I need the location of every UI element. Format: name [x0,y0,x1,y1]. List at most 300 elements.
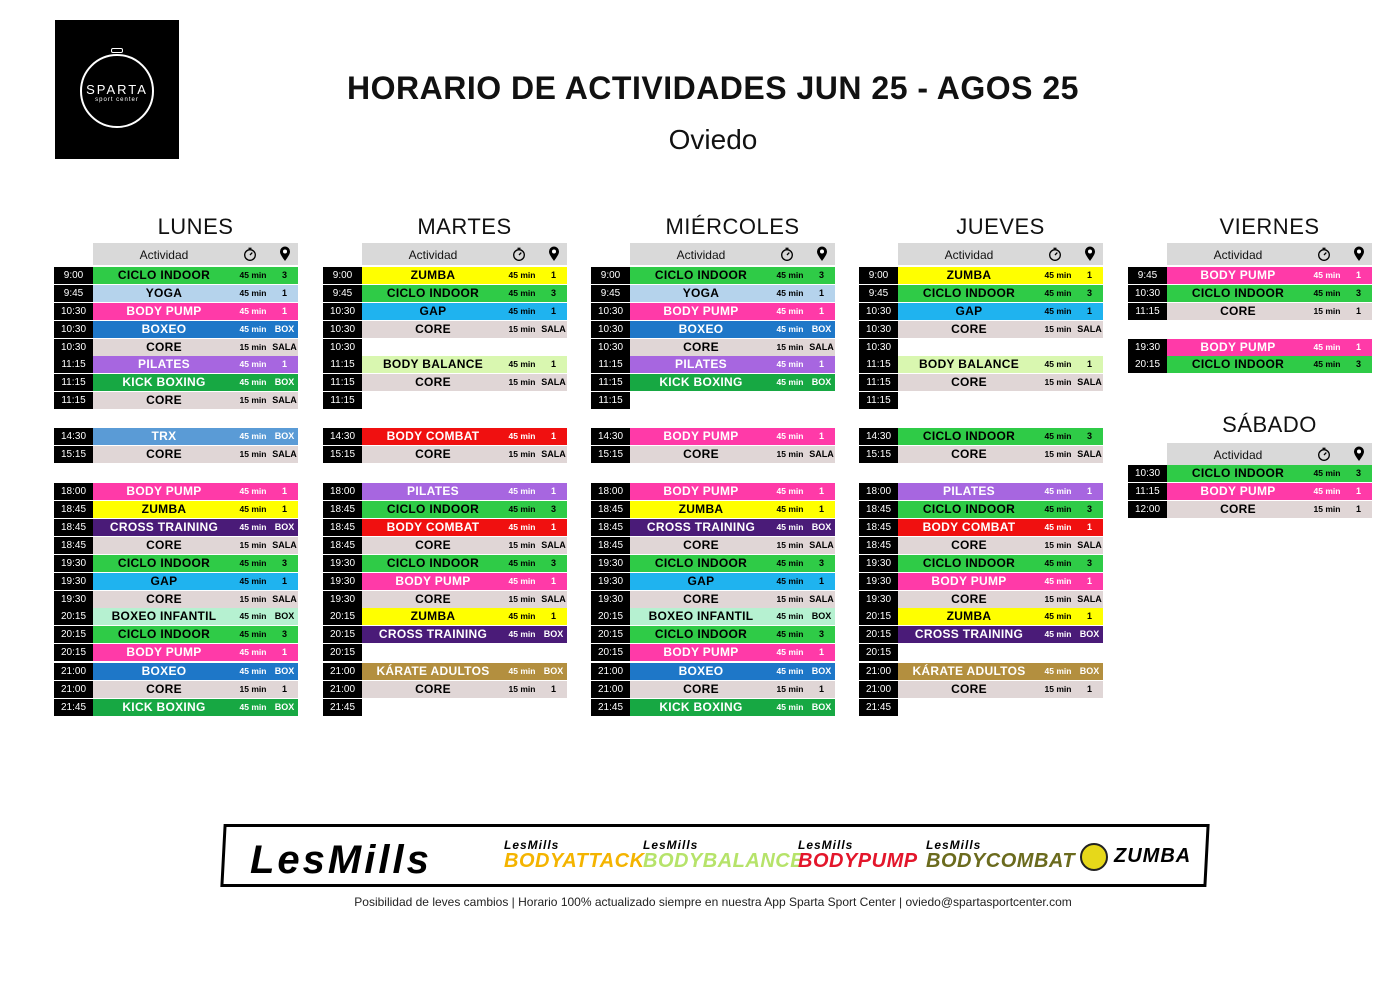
program-small-label: LesMills [926,838,982,852]
activity-name: BODY PUMP [663,429,739,443]
schedule-row [859,501,1103,518]
activity-ciclo-indoor [630,626,835,643]
schedule-row [54,573,298,590]
activity-name: ZUMBA [946,268,992,282]
activity-location: 1 [1086,576,1092,586]
time-cell: 20:15 [859,608,898,625]
activity-ciclo-indoor [362,285,567,302]
activity-location: 3 [818,270,824,280]
activity-kick-boxing [93,699,298,716]
activity-location: 1 [818,306,824,316]
activity-name: CICLO INDOOR [386,502,480,516]
schedule-row [323,339,567,356]
time-cell: 18:45 [323,537,362,554]
time-cell: 20:15 [1128,356,1167,373]
activity-yoga [93,285,298,302]
activity-duration: 15 min [508,540,536,550]
activity-name: KICK BOXING [122,700,206,714]
activity-duration: 45 min [508,576,536,586]
activity-core [630,446,835,463]
time-cell: 10:30 [591,339,630,356]
activity-location: BOX [543,666,564,676]
activity-location: 1 [818,647,824,657]
activity-core [93,446,298,463]
column-header [362,243,567,265]
time-cell: 18:00 [323,483,362,500]
activity-ciclo-indoor [362,501,567,518]
activity-duration: 45 min [239,288,267,298]
footer-note: Posibilidad de leves cambios | Horario 100% actualizado siempre en nuestra App Sparta Sport Center | oviedo@spartasportcenter.com [354,895,1072,909]
activity-location: 1 [818,431,824,441]
time-cell: 20:15 [591,644,630,661]
activity-duration: 45 min [1313,288,1341,298]
time-cell: 11:15 [1128,303,1167,320]
schedule-row [54,339,298,356]
schedule-row [54,321,298,338]
activity-duration: 45 min [508,666,536,676]
schedule-row [323,321,567,338]
activity-duration: 15 min [239,594,267,604]
activity-name: CORE [683,447,719,461]
schedule-row [54,699,298,716]
activity-duration: 15 min [1044,594,1072,604]
empty-slot [362,644,567,661]
schedule-row [323,644,567,661]
activity-location: 1 [1355,486,1361,496]
activity-location: BOX [274,377,295,387]
empty-slot [630,392,835,409]
time-cell: 19:30 [591,573,630,590]
schedule-row [859,356,1103,373]
activity-name: KICK BOXING [659,700,743,714]
activity-duration: 45 min [239,431,267,441]
activity-name: CICLO INDOOR [654,268,748,282]
activity-location: 3 [281,629,287,639]
activity-name: ZUMBA [410,268,456,282]
activity-ciclo-indoor [1167,356,1372,373]
activity-name: BODY BALANCE [918,357,1020,371]
activity-location: SALA [272,540,297,550]
activity-name: YOGA [145,286,183,300]
activity-location: SALA [1077,449,1102,459]
activity-ciclo-indoor [1167,285,1372,302]
activity-zumba [362,608,567,625]
activity-location: 3 [281,558,287,568]
schedule-row [323,663,567,680]
activity-core [362,681,567,698]
schedule-row [1128,303,1372,320]
activity-name: CORE [146,682,182,696]
activity-name: ZUMBA [141,502,187,516]
schedule-row [323,356,567,373]
activity-body-pump [1167,267,1372,284]
time-cell: 18:00 [859,483,898,500]
activity-duration: 15 min [776,594,804,604]
activity-name: BODY PUMP [126,645,202,659]
activity-name: CORE [683,682,719,696]
schedule-row [859,663,1103,680]
activity-duration: 15 min [508,377,536,387]
activity-location: 1 [818,359,824,369]
activity-name: CORE [146,447,182,461]
time-cell: 19:30 [54,591,93,608]
schedule-row [323,519,567,536]
activity-header: Actividad [408,248,458,262]
location-pin-icon [1353,446,1365,462]
activity-core [362,446,567,463]
activity-duration: 45 min [776,324,804,334]
activity-name: ZUMBA [678,502,724,516]
schedule-row [859,519,1103,536]
time-cell: 21:45 [323,699,362,716]
activity-name: PILATES [675,357,727,371]
time-cell: 18:00 [591,483,630,500]
activity-duration: 45 min [239,270,267,280]
activity-location: 3 [1086,504,1092,514]
activity-body-pump [93,303,298,320]
time-cell: 19:30 [54,555,93,572]
activity-location: BOX [274,522,295,532]
activity-name: CORE [951,375,987,389]
activity-ciclo-indoor [898,428,1103,445]
time-cell: 14:30 [859,428,898,445]
activity-duration: 45 min [1044,666,1072,676]
activity-name: PILATES [138,357,190,371]
activity-duration: 45 min [1044,611,1072,621]
time-cell: 11:15 [591,374,630,391]
activity-duration: 45 min [508,359,536,369]
program-big-label: BODYCOMBAT [926,850,1076,872]
activity-location: SALA [1077,324,1102,334]
activity-location: BOX [274,666,295,676]
activity-ciclo-indoor [93,626,298,643]
time-cell: 9:00 [54,267,93,284]
schedule-row [1128,356,1372,373]
activity-core [93,681,298,698]
activity-duration: 45 min [239,522,267,532]
time-cell: 20:15 [859,626,898,643]
stopwatch-icon [1317,447,1331,461]
activity-location: 3 [1355,468,1361,478]
stopwatch-icon [1317,247,1331,261]
stopwatch-icon [243,247,257,261]
activity-name: YOGA [682,286,720,300]
activity-core [93,591,298,608]
time-cell: 9:00 [859,267,898,284]
empty-slot [362,699,567,716]
zumba-icon [1080,843,1108,871]
activity-duration: 15 min [508,324,536,334]
activity-name: KICK BOXING [659,375,743,389]
time-cell: 18:45 [54,537,93,554]
program-bodybalance [643,838,804,873]
program-big-label: BODYBALANCE [643,850,805,872]
activity-name: CICLO INDOOR [1191,466,1285,480]
activity-location: 1 [281,306,287,316]
time-cell: 21:00 [54,681,93,698]
stopwatch-icon [780,247,794,261]
activity-location: SALA [809,449,834,459]
time-cell: 11:15 [323,392,362,409]
activity-duration: 45 min [239,576,267,586]
activity-location: 1 [281,684,287,694]
activity-duration: 45 min [239,666,267,676]
activity-duration: 45 min [1044,504,1072,514]
activity-location: 3 [1355,288,1361,298]
activity-name: CICLO INDOOR [654,556,748,570]
activity-name: CICLO INDOOR [117,268,211,282]
time-cell: 10:30 [859,321,898,338]
activity-name: BOXEO INFANTIL [111,609,217,623]
activity-body-combat [898,519,1103,536]
schedule-row [54,681,298,698]
activity-location: SALA [809,594,834,604]
activity-duration: 45 min [1313,270,1341,280]
activity-location: 1 [1086,684,1092,694]
activity-name: BODY PUMP [663,484,739,498]
activity-name: KÁRATE ADULTOS [912,664,1026,678]
schedule-row [54,285,298,302]
time-cell: 18:45 [54,501,93,518]
time-cell: 10:30 [54,321,93,338]
schedule-row [859,626,1103,643]
activity-duration: 45 min [776,629,804,639]
activity-core [93,537,298,554]
stopwatch-icon [512,247,526,261]
activity-name: BODY PUMP [931,574,1007,588]
activity-duration: 45 min [508,504,536,514]
activity-core [362,591,567,608]
activity-duration: 15 min [776,684,804,694]
activity-name: CICLO INDOOR [117,627,211,641]
time-cell: 21:00 [323,663,362,680]
activity-header: Actividad [1213,248,1263,262]
activity-location: 3 [550,558,556,568]
activity-name: CORE [146,592,182,606]
activity-name: BODY PUMP [1200,340,1276,354]
schedule-row [591,537,835,554]
activity-name: CORE [415,538,451,552]
activity-body-pump [362,573,567,590]
activity-name: CROSS TRAINING [109,520,219,534]
day-title: LUNES [157,214,234,239]
activity-duration: 45 min [776,647,804,657]
activity-duration: 45 min [239,558,267,568]
activity-name: BOXEO [141,322,187,336]
stopwatch-icon [1048,247,1062,261]
time-cell: 19:30 [859,591,898,608]
column-header [93,243,298,265]
activity-cross-training [362,626,567,643]
time-cell: 10:30 [591,321,630,338]
schedule-row [859,392,1103,409]
activity-duration: 15 min [1313,306,1341,316]
time-cell: 21:45 [859,699,898,716]
activity-zumba [362,267,567,284]
time-cell: 20:15 [54,626,93,643]
activity-name: CORE [415,447,451,461]
activity-yoga [630,285,835,302]
activity-duration: 45 min [1044,522,1072,532]
activity-location: 3 [1086,558,1092,568]
time-cell: 20:15 [54,608,93,625]
time-cell: 10:30 [54,339,93,356]
activity-location: 1 [281,647,287,657]
activity-cross-training [898,626,1103,643]
activity-location: 1 [818,486,824,496]
activity-duration: 15 min [508,449,536,459]
time-cell: 21:00 [54,663,93,680]
activity-duration: 45 min [1044,629,1072,639]
activity-name: CORE [951,592,987,606]
time-cell: 18:00 [54,483,93,500]
time-cell: 19:30 [54,573,93,590]
activity-location: 1 [818,504,824,514]
schedule-row [54,374,298,391]
activity-location: 3 [550,288,556,298]
time-cell: 18:45 [54,519,93,536]
schedule-row [591,555,835,572]
activity-name: CORE [1220,502,1256,516]
activity-core [898,537,1103,554]
activity-location: BOX [543,629,564,639]
activity-duration: 15 min [508,684,536,694]
activity-duration: 45 min [776,377,804,387]
schedule-row [591,446,835,463]
activity-name: CORE [415,322,451,336]
time-cell: 20:15 [591,626,630,643]
activity-duration: 45 min [776,504,804,514]
activity-location: SALA [1077,594,1102,604]
activity-name: PILATES [943,484,995,498]
activity-location: 1 [1086,486,1092,496]
activity-name: CORE [415,592,451,606]
activity-duration: 45 min [239,647,267,657]
activity-duration: 45 min [508,431,536,441]
activity-location: 3 [1086,288,1092,298]
activity-duration: 15 min [776,342,804,352]
activity-ciclo-indoor [898,501,1103,518]
time-cell: 21:00 [591,663,630,680]
activity-location: 1 [550,270,556,280]
activity-duration: 45 min [239,359,267,369]
schedule-row [54,519,298,536]
activity-name: CICLO INDOOR [386,556,480,570]
activity-location: SALA [541,449,566,459]
activity-location: 1 [281,504,287,514]
time-cell: 9:45 [591,285,630,302]
activity-duration: 45 min [1044,576,1072,586]
activity-name: ZUMBA [410,609,456,623]
time-cell: 18:45 [591,501,630,518]
activity-location: 1 [550,684,556,694]
activity-name: CICLO INDOOR [1191,286,1285,300]
activity-cross-training [93,519,298,536]
schedule-row [591,699,835,716]
activity-body-combat [362,519,567,536]
time-cell: 9:45 [1128,267,1167,284]
activity-karate-adultos [362,663,567,680]
time-cell: 10:30 [859,339,898,356]
schedule-row [859,573,1103,590]
page-title: HORARIO DE ACTIVIDADES JUN 25 - AGOS 25 [347,70,1079,106]
schedule-row [591,681,835,698]
location-pin-icon [816,246,828,262]
schedule-row [1128,501,1372,518]
activity-core [898,446,1103,463]
activity-name: CICLO INDOOR [1191,357,1285,371]
schedule-row [591,339,835,356]
schedule-row [323,591,567,608]
schedule-row [859,644,1103,661]
activity-duration: 45 min [776,486,804,496]
activity-duration: 15 min [1313,504,1341,514]
time-cell: 11:15 [323,374,362,391]
activity-duration: 45 min [776,431,804,441]
schedule-row [1128,285,1372,302]
activity-location: 1 [1355,342,1361,352]
schedule-row [859,591,1103,608]
activity-ciclo-indoor [362,555,567,572]
time-cell: 19:30 [1128,339,1167,356]
activity-duration: 15 min [776,449,804,459]
activity-body-pump [630,483,835,500]
activity-name: CORE [683,340,719,354]
activity-name: CROSS TRAINING [646,520,756,534]
activity-location: 1 [550,431,556,441]
schedule-row [323,681,567,698]
activity-duration: 45 min [508,288,536,298]
activity-ciclo-indoor [630,267,835,284]
time-cell: 18:45 [859,537,898,554]
schedule-row [323,573,567,590]
activity-gap [93,573,298,590]
empty-slot [362,392,567,409]
time-cell: 9:00 [591,267,630,284]
activity-core [362,374,567,391]
schedule-row [591,356,835,373]
schedule-row [54,446,298,463]
activity-name: CICLO INDOOR [922,429,1016,443]
activity-duration: 45 min [776,288,804,298]
activity-location: SALA [1077,377,1102,387]
activity-kick-boxing [93,374,298,391]
schedule-row [591,573,835,590]
activity-name: CORE [146,538,182,552]
activity-ciclo-indoor [93,555,298,572]
activity-location: 1 [1086,359,1092,369]
activity-name: BOXEO [141,664,187,678]
page-subtitle: Oviedo [668,124,758,155]
day-title: VIERNES [1219,214,1320,239]
activity-location: SALA [272,594,297,604]
activity-duration: 15 min [239,540,267,550]
location-pin-icon [1084,246,1096,262]
activity-location: 3 [818,558,824,568]
activity-duration: 45 min [776,576,804,586]
activity-boxeo-infantil [93,608,298,625]
activity-location: 1 [1355,270,1361,280]
schedule-row [859,374,1103,391]
activity-name: CORE [951,538,987,552]
activity-duration: 15 min [239,449,267,459]
schedule-row [591,626,835,643]
activity-name: CORE [683,592,719,606]
activity-duration: 45 min [508,629,536,639]
schedule-row [859,681,1103,698]
activity-location: BOX [811,377,832,387]
time-cell: 21:45 [54,699,93,716]
